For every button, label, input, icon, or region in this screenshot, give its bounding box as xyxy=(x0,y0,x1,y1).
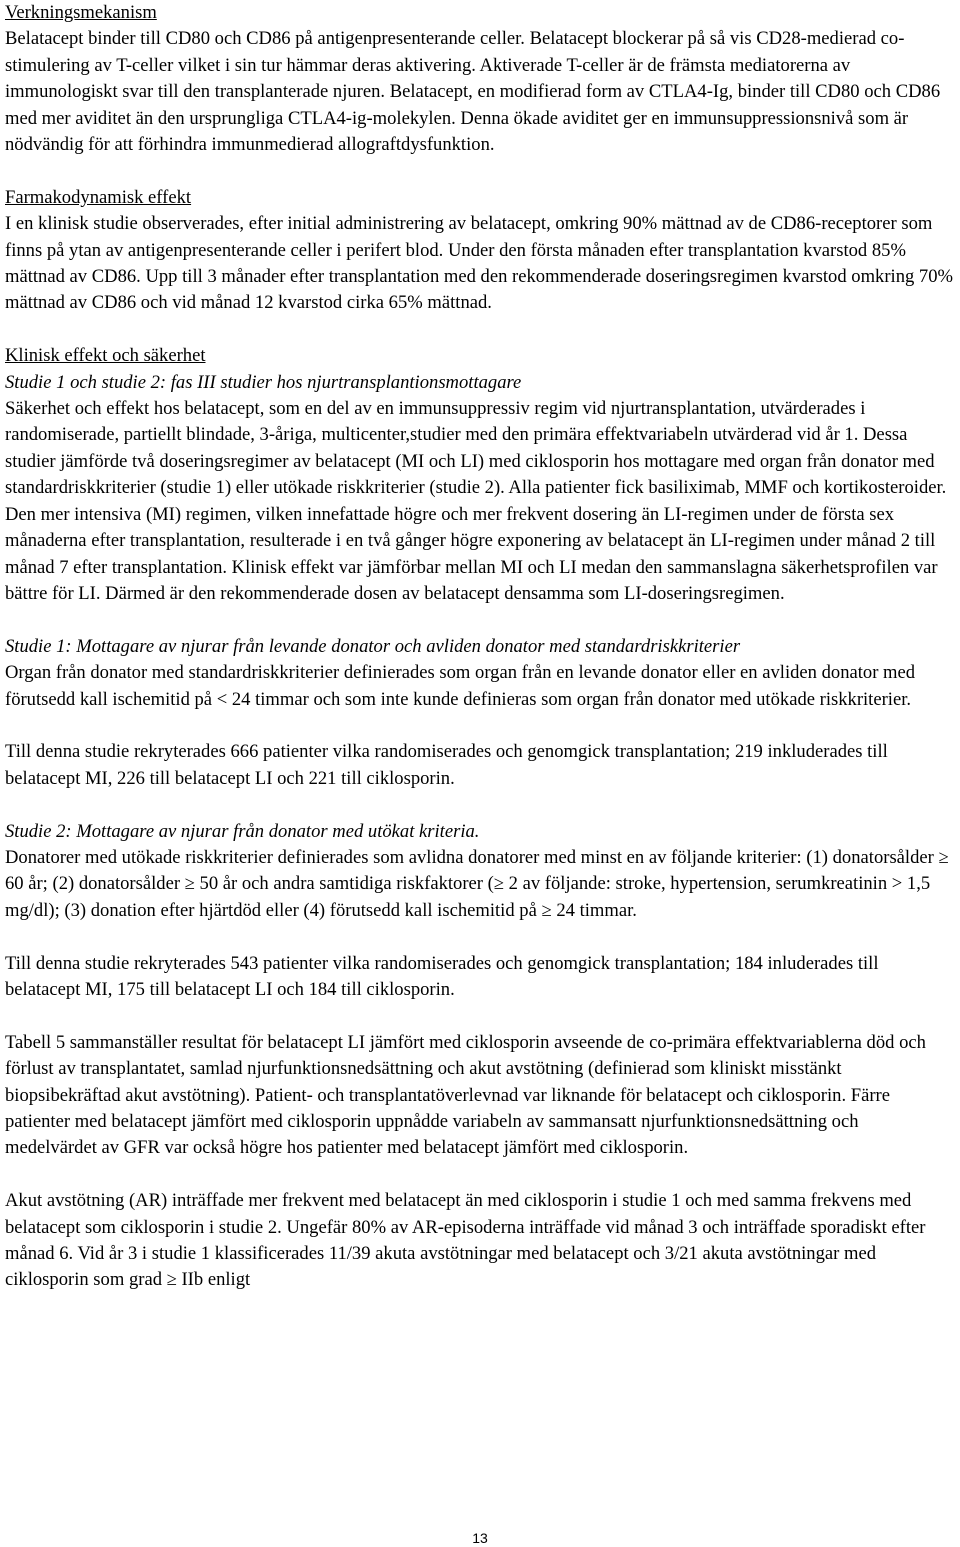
pharmacodynamics-heading: Farmakodynamisk effekt xyxy=(5,186,192,208)
study2-enrollment: Till denna studie rekryterades 543 patienter vilka randomiserades och genomgick transplantation; 184 inluderades till belatacept MI, 175 till belatacept LI och 184 till ciklosporin. xyxy=(5,952,879,1000)
study2-subheading: Studie 2: Mottagare av njurar från donator med utökat kriteria. xyxy=(5,820,480,842)
mechanism-text: Belatacept binder till CD80 och CD86 på antigenpresenterande celler. Belatacept blockerar på så vis CD28-medierad co-stimulering av T-celler vilket i sin tur hämmar deras aktivering. Aktiverade T-celler är de främsta mediatorerna av immunologiskt svar till den transplanterade njuren. Belatacept, en modifierad form av CTLA4-Ig, binder till CD80 och CD86 med mer aviditet än den ursprungliga CTLA4-ig-molekylen. Denna ökade aviditet ger en immunsuppressionsnivå som är nödvändig för att förhindra immunmedierad allograftdysfunktion. xyxy=(5,28,941,156)
clinical-subheading: Studie 1 och studie 2: fas III studier hos njurtransplantionsmottagare xyxy=(5,371,522,393)
study1-section xyxy=(5,634,955,713)
pharmacodynamics-text: I en klinisk studie observerades, efter initial administrering av belatacept, omkring 90% mättnad av de CD86-receptorer som finns på ytan av antigenpresenterande celler i perifert blod. Under den första månaden efter transplantation kvarstod 85% mättnad av CD86. Upp till 3 månader efter transplantation med den rekommenderade doseringsregimen kvarstod omkring 70% mättnad av CD86 och vid månad 12 kvarstod cirka 65% mättnad. xyxy=(5,213,954,314)
study2-text: Donatorer med utökade riskkriterier definierades som avlidna donatorer med minst en av följande kriterier: (1) donatorsålder ≥ 60 år; (2) donatorsålder ≥ 50 år och andra samtidiga riskfaktorer (≥ 2 av följande: stroke, hypertension, serumkreatinin > 1,5 mg/dl); (3) donation efter hjärtdöd eller (4) förutsedd kall ischemitid på ≥ 24 timmar. xyxy=(5,846,949,921)
study1-subheading: Studie 1: Mottagare av njurar från levande donator och avliden donator med standardriskkriterier xyxy=(5,635,741,657)
clinical-section xyxy=(5,343,955,607)
mechanism-heading: Verkningsmekanism xyxy=(5,2,157,23)
clinical-text: Säkerhet och effekt hos belatacept, som en del av en immunsuppressiv regim vid njurtransplantation, utvärderades i randomiserade, partiellt blindade, 3-åriga, multicenter,studier med den primära effektvariabeln utvärderad vid år 1. Dessa studier jämförde två doseringsregimer av belatacept (MI och LI) med ciklosporin hos mottagare med organ från donator med standardriskkriterier (studie 1) eller utökade riskkriterier (studie 2). Alla patienter fick basiliximab, MMF och kortikosteroider. Den mer intensiva (MI) regimen, vilken innefattade högre och mer frekvent dosering än LI-regimen under de första sex månaderna efter transplantation, resulterade i en två gånger högre exponering av belatacept än LI-regimen under månad 2 till månad 7 efter transplantation. Klinisk effekt var jämförbar mellan MI och LI medan den sammanslagna säkerhetsprofilen var bättre för LI. Därmed är den rekommenderade dosen av belatacept densamma som LI-doseringsregimen. xyxy=(5,398,947,604)
table-summary-paragraph: Tabell 5 sammanställer resultat för belatacept LI jämfört med ciklosporin avseende de co-primära effektvariablerna död och förlust av transplantatet, samlad njurfunktionsnedsättning och akut avstötning (definierad som kliniskt misstänkt biopsibekräftad akut avstötning). Patient- och transplantatöverlevnad var liknande för belatacept och ciklosporin. Färre patienter med belatacept jämfört med ciklosporin uppnådde variabeln av sammansatt njurfunktionsnedsättning och medelvärdet av GFR var också högre hos patienter med belatacept jämfört med ciklosporin. xyxy=(5,1031,926,1159)
study2-section xyxy=(5,819,955,925)
page-number: 13 xyxy=(472,1530,488,1546)
pharmacodynamics-section xyxy=(5,185,955,317)
clinical-heading: Klinisk effekt och säkerhet xyxy=(5,345,206,367)
mechanism-section xyxy=(5,0,955,158)
acute-rejection-paragraph: Akut avstötning (AR) inträffade mer frekvent med belatacept än med ciklosporin i studie 1 och med samma frekvens med belatacept som ciklosporin i studie 2. Ungefär 80% av AR-episoderna inträffade vid månad 3 och inträffade sporadiskt efter månad 6. Vid år 3 i studie 1 klassificerades 11/39 akuta avstötningar med belatacept och 3/21 akuta avstötningar med ciklosporin som grad ≥ IIb enligt xyxy=(5,1190,926,1291)
study1-text: Organ från donator med standardriskkriterier definierades som organ från en levande donator eller en avliden donator med förutsedd kall ischemitid på < 24 timmar och som inte kunde definieras som organ från donator med utökade riskkriterier. xyxy=(5,662,916,710)
study1-enrollment: Till denna studie rekryterades 666 patienter vilka randomiserades och genomgick transplantation; 219 inkluderades till belatacept MI, 226 till belatacept LI och 221 till ciklosporin. xyxy=(5,741,888,789)
document-page xyxy=(5,0,955,1294)
